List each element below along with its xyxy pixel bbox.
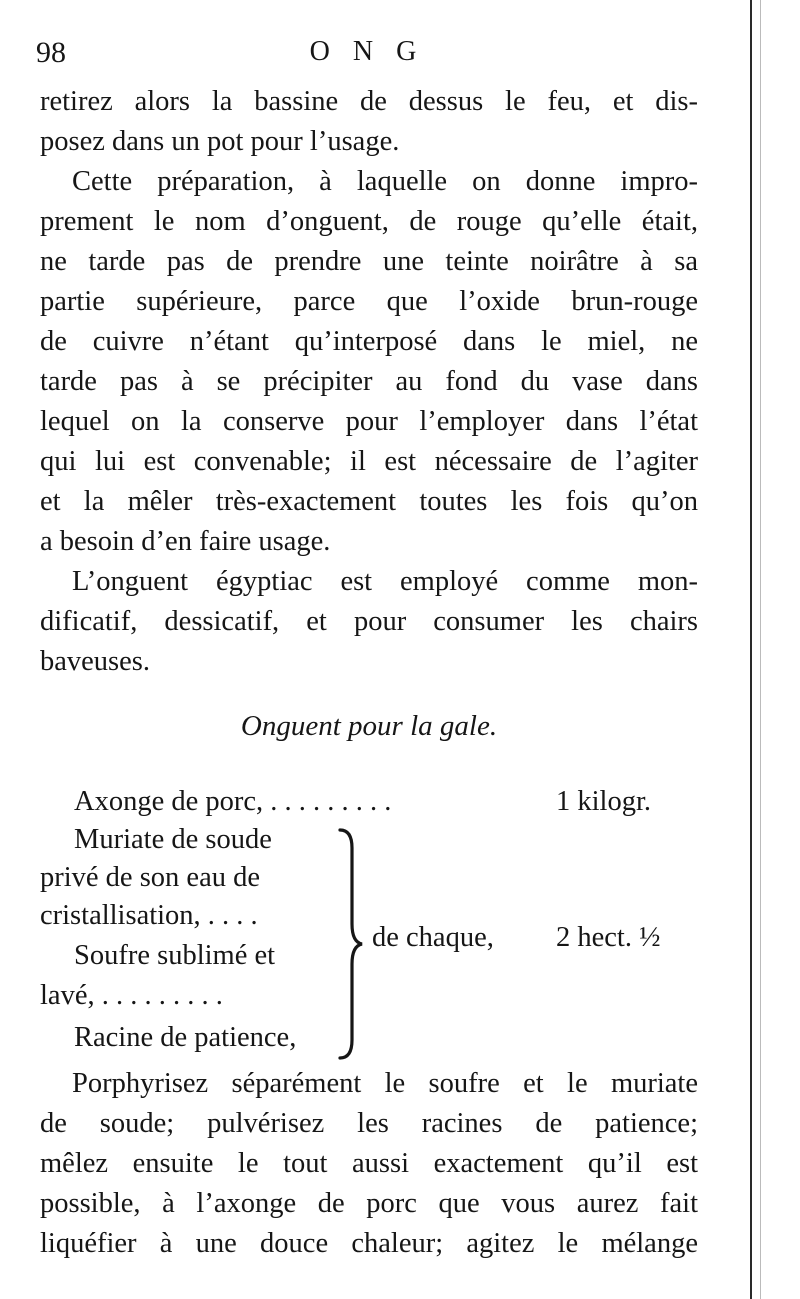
curly-brace-icon (336, 828, 366, 1060)
paragraph-2-line: a besoin d’en faire usage. (40, 526, 331, 557)
recipe-group-line: Racine de patience, (74, 1022, 297, 1053)
recipe-group-line: privé de son eau de (40, 862, 260, 893)
section-title: Onguent pour la gale. (240, 710, 498, 742)
recipe-group-line: Muriate de soude (74, 824, 272, 855)
paragraph-1 (40, 82, 698, 162)
paragraph-4 (40, 1064, 698, 1264)
paragraph-4-line: Porphyrisez séparément le soufre et le muriate (72, 1068, 698, 1099)
recipe-group-qty: 2 hect. ½ (556, 922, 661, 953)
recipe-group-line: cristallisation, . . . . (40, 900, 258, 931)
page-edge-shadow (760, 0, 761, 1299)
paragraph-2-line: et la mêler très-exactement toutes les fois qu’on (40, 486, 698, 517)
recipe-item-axonge-qty: 1 kilogr. (556, 786, 652, 817)
recipe-group-line: Soufre sublimé et (74, 940, 276, 971)
paragraph-1-line: retirez alors la bassine de dessus le feu, et dis- (40, 86, 698, 117)
page-number: 98 (36, 36, 66, 69)
paragraph-4-line: liquéfier à une douce chaleur; agitez le mélange (40, 1228, 698, 1259)
page-edge-line (750, 0, 752, 1299)
paragraph-3-line: baveuses. (40, 646, 151, 677)
paragraph-2-line: Cette préparation, à laquelle on donne impro- (72, 166, 698, 197)
recipe-group-line: lavé, . . . . . . . . . (40, 980, 223, 1011)
paragraph-2-line: prement le nom d’onguent, de rouge qu’elle était, (40, 206, 698, 237)
paragraph-4-line: de soude; pulvérisez les racines de patience; (40, 1108, 698, 1139)
paragraph-2-line: ne tarde pas de prendre une teinte noirâtre à sa (40, 246, 698, 277)
paragraph-2-line: de cuivre n’étant qu’interposé dans le miel, ne (40, 326, 698, 357)
paragraph-2-line: tarde pas à se précipiter au fond du vase dans (40, 366, 698, 397)
paragraph-3-line: L’onguent égyptiac est employé comme mon- (72, 566, 698, 597)
recipe-group-common: de chaque, (372, 922, 494, 953)
paragraph-3-line: dificatif, dessicatif, et pour consumer les chairs (40, 606, 698, 637)
page-header (36, 36, 698, 76)
recipe-table (40, 782, 700, 1062)
paragraph-3 (40, 562, 698, 682)
recipe-item-axonge: Axonge de porc, . . . . . . . . . (74, 786, 392, 817)
paragraph-1-line: posez dans un pot pour l’usage. (40, 126, 400, 157)
paragraph-4-line: possible, à l’axonge de porc que vous aurez fait (40, 1188, 698, 1219)
paragraph-2-line: lequel on la conserve pour l’employer dans l’état (40, 406, 698, 437)
paragraph-2 (40, 162, 698, 562)
paragraph-2-line: partie supérieure, parce que l’oxide brun-rouge (40, 286, 698, 317)
paragraph-2-line: qui lui est convenable; il est nécessaire de l’agiter (40, 446, 698, 477)
running-head: O N G (309, 36, 425, 67)
paragraph-4-line: mêlez ensuite le tout aussi exactement qu’il est (40, 1148, 698, 1179)
